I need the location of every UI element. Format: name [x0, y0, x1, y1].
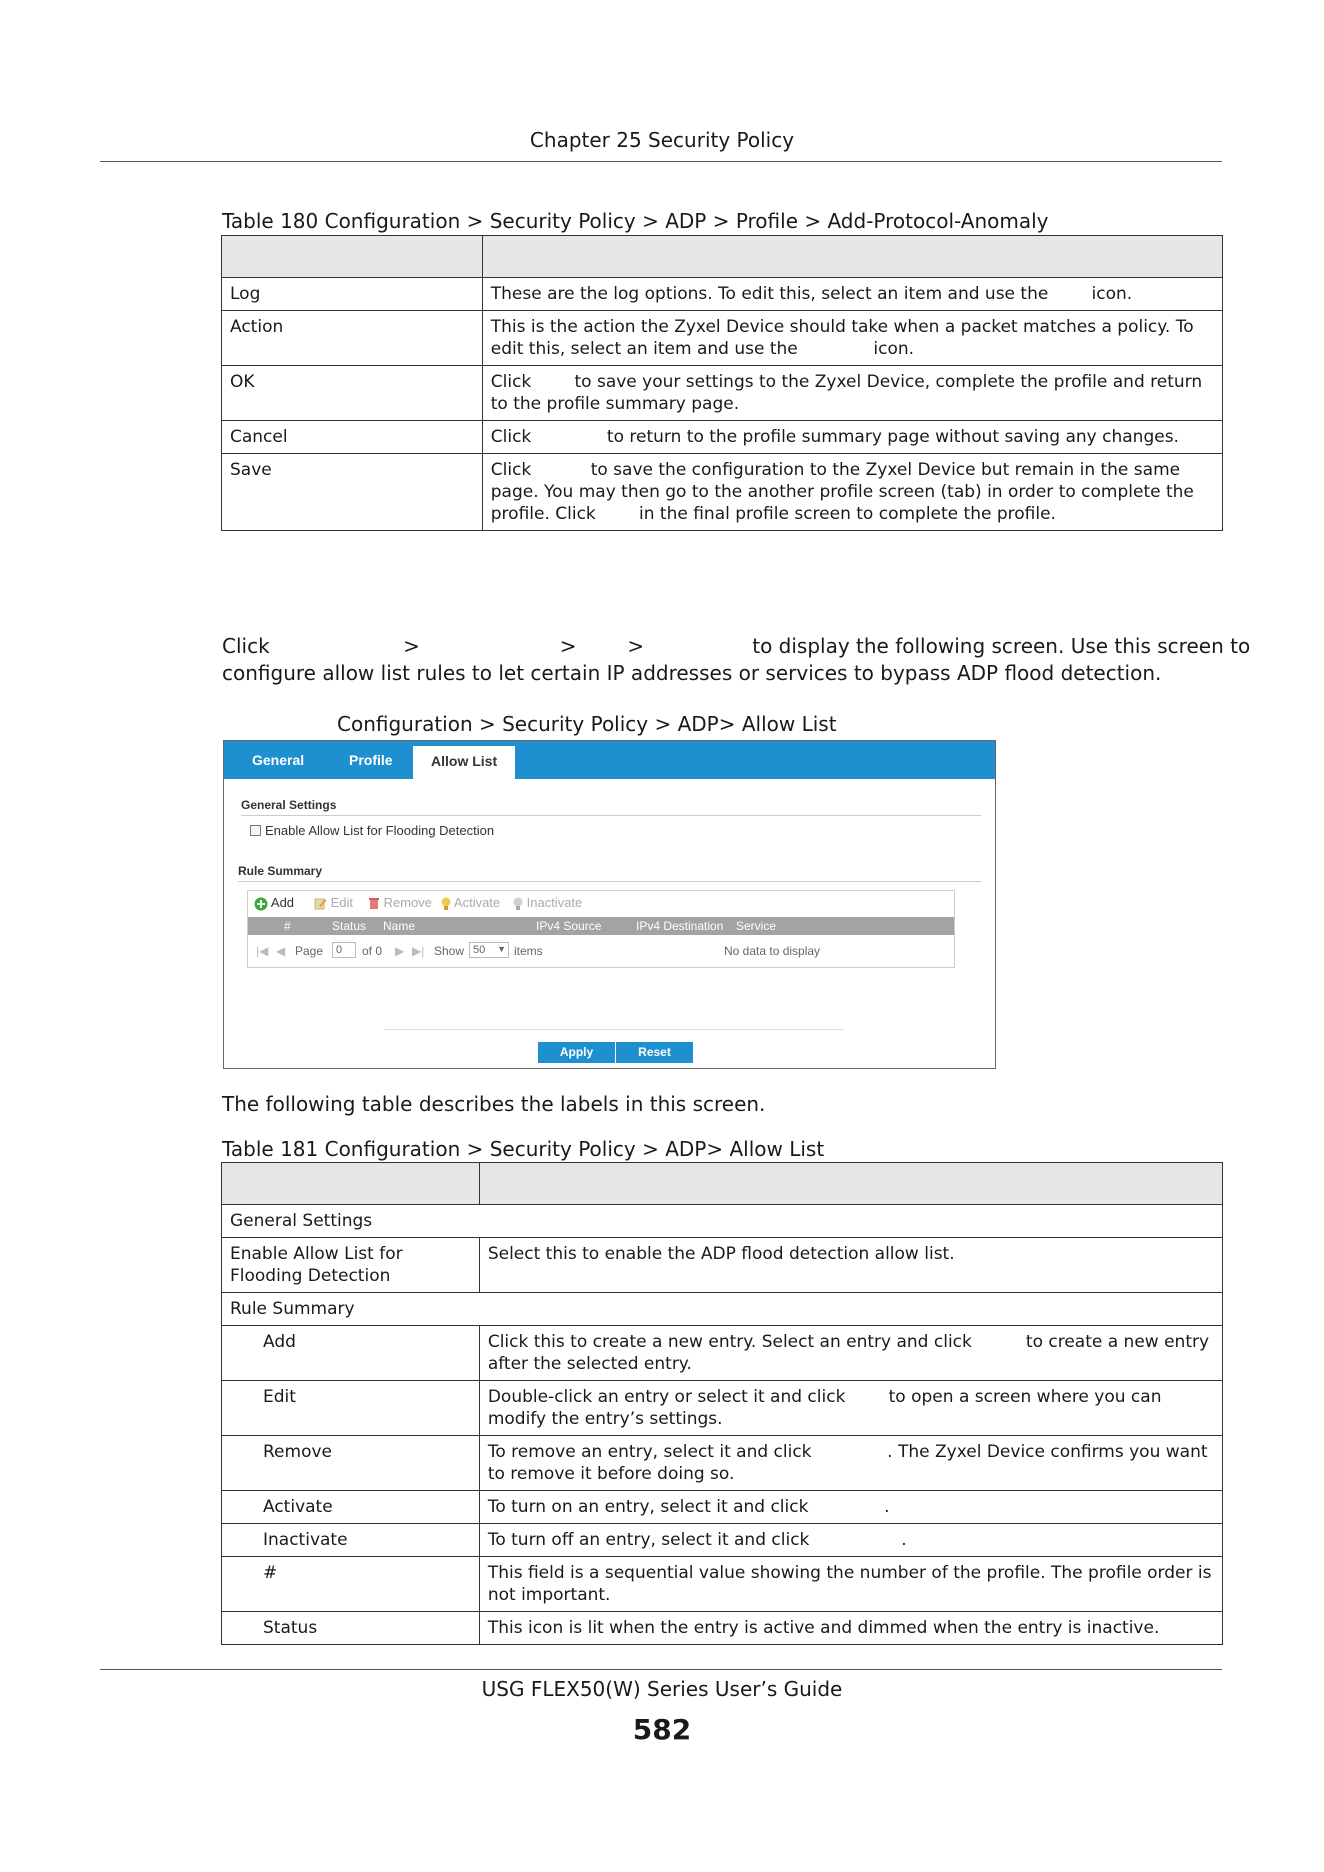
table-181: [221, 1162, 1223, 1645]
page-label: Page: [295, 944, 324, 958]
row-label: Save: [222, 454, 483, 531]
section-divider: [238, 881, 981, 882]
section-rule-summary: Rule Summary: [222, 1293, 1223, 1326]
table-row: [222, 1326, 1223, 1381]
row-label: Status: [222, 1612, 480, 1645]
enable-allow-list-checkbox[interactable]: [250, 825, 261, 836]
page-of-label: of 0: [362, 944, 383, 958]
tab-general[interactable]: General: [252, 752, 305, 768]
page-number: 582: [632, 1713, 692, 1746]
grid-header-row: [248, 917, 954, 935]
row-label: Cancel: [222, 421, 483, 454]
column-header-name[interactable]: Name: [383, 919, 416, 933]
show-label: Show: [434, 944, 465, 958]
chevron-down-icon: ▼: [497, 944, 506, 954]
remove-button[interactable]: Remove: [368, 895, 432, 910]
rule-grid: [247, 890, 955, 968]
footer-rule: [100, 1669, 1222, 1670]
row-label: OK: [222, 366, 483, 421]
table-row: [222, 454, 1223, 531]
button-divider: [384, 1029, 844, 1030]
column-header-ipv4-destination[interactable]: IPv4 Destination: [636, 919, 724, 933]
figure-caption: Configuration > Security Policy > ADP> Allow List: [337, 712, 837, 736]
row-desc: These are the log options. To edit this, select an item and use the icon.: [482, 278, 1222, 311]
row-desc: To turn on an entry, select it and click .: [479, 1491, 1222, 1524]
row-label: Activate: [222, 1491, 480, 1524]
chapter-header: Chapter 25 Security Policy: [529, 128, 795, 152]
edit-icon: [314, 897, 327, 910]
table-section-row: [222, 1293, 1223, 1326]
activate-button[interactable]: Activate: [441, 895, 500, 911]
section-general-settings: General Settings: [222, 1205, 1223, 1238]
row-label: Remove: [222, 1436, 480, 1491]
table-row: [222, 1238, 1223, 1293]
table-row: [222, 1557, 1223, 1612]
column-header-number[interactable]: #: [284, 919, 291, 933]
section-divider: [241, 815, 981, 816]
table-row: [222, 1436, 1223, 1491]
grid-toolbar: [248, 891, 954, 917]
table-row: [222, 366, 1223, 421]
row-label: Inactivate: [222, 1524, 480, 1557]
edit-button[interactable]: Edit: [314, 895, 353, 910]
table-180: [221, 235, 1223, 531]
table-row: [222, 311, 1223, 366]
next-page-icon[interactable]: ▶: [395, 944, 405, 958]
after-figure-text: The following table describes the labels in this screen.: [222, 1092, 766, 1116]
enable-allow-list-row: [250, 823, 494, 838]
tab-profile[interactable]: Profile: [349, 752, 393, 768]
table-180-caption: Table 180 Configuration > Security Policy > ADP > Profile > Add-Protocol-Anomaly: [222, 209, 1049, 233]
apply-button[interactable]: Apply: [538, 1042, 615, 1063]
table-row: [222, 1612, 1223, 1645]
row-desc: Click to save the configuration to the Zyxel Device but remain in the same page. You may then go to the another profile screen (tab) in order to complete the profile. Click in the final profile screen to complete the profile.: [482, 454, 1222, 531]
footer-guide-title: USG FLEX50(W) Series User’s Guide: [481, 1677, 843, 1701]
header-rule: [100, 161, 1222, 162]
row-desc: This is the action the Zyxel Device should take when a packet matches a policy. To edit this, select an item and use the icon.: [482, 311, 1222, 366]
first-page-icon[interactable]: |◀: [256, 944, 269, 958]
enable-allow-list-label: Enable Allow List for Flooding Detection: [265, 823, 495, 838]
tab-bar: [224, 741, 995, 779]
add-button[interactable]: Add: [254, 895, 294, 911]
rule-summary-title: Rule Summary: [238, 864, 323, 878]
trash-icon: [368, 897, 380, 910]
intro-line-1: Click > > > to display the following screen. Use this screen to: [222, 634, 1251, 658]
tab-content: [224, 779, 995, 1068]
row-desc: Click to return to the profile summary page without saving any changes.: [482, 421, 1222, 454]
grid-pager: [248, 935, 954, 967]
column-header-ipv4-source[interactable]: IPv4 Source: [536, 919, 602, 933]
table-row: [222, 421, 1223, 454]
table-row: [222, 1491, 1223, 1524]
prev-page-icon[interactable]: ◀: [276, 944, 286, 958]
row-label: Add: [222, 1326, 480, 1381]
row-desc: Select this to enable the ADP flood detection allow list.: [479, 1238, 1222, 1293]
table-row: [222, 278, 1223, 311]
table-header-row: [222, 236, 1223, 278]
page-input[interactable]: 0: [332, 942, 356, 958]
table-row: [222, 1381, 1223, 1436]
row-desc: To remove an entry, select it and click . The Zyxel Device confirms you want to remove it before doing so.: [479, 1436, 1222, 1491]
lightbulb-icon: [441, 897, 451, 911]
inactivate-button[interactable]: Inactivate: [513, 895, 582, 911]
tab-allow-list[interactable]: Allow List: [413, 746, 515, 779]
row-label: Log: [222, 278, 483, 311]
row-desc: This field is a sequential value showing the number of the profile. The profile order is not important.: [479, 1557, 1222, 1612]
column-header-service[interactable]: Service: [736, 919, 777, 933]
allow-list-screenshot: [223, 740, 996, 1069]
row-desc: Click this to create a new entry. Select an entry and click to create a new entry after the selected entry.: [479, 1326, 1222, 1381]
column-header-status[interactable]: Status: [332, 919, 367, 933]
row-label: Enable Allow List for Flooding Detection: [222, 1238, 480, 1293]
row-label: #: [222, 1557, 480, 1612]
show-select[interactable]: 50 ▼: [469, 942, 509, 958]
no-data-label: No data to display: [724, 944, 821, 958]
general-settings-title: General Settings: [241, 798, 337, 812]
row-desc: Click to save your settings to the Zyxel Device, complete the profile and return to the profile summary page.: [482, 366, 1222, 421]
table-row: [222, 1524, 1223, 1557]
intro-line-2: configure allow list rules to let certain IP addresses or services to bypass ADP flood detection.: [222, 661, 1162, 685]
table-header-row: [222, 1163, 1223, 1205]
lightbulb-off-icon: [513, 897, 523, 911]
row-desc: To turn off an entry, select it and click .: [479, 1524, 1222, 1557]
row-label: Edit: [222, 1381, 480, 1436]
row-label: Action: [222, 311, 483, 366]
add-icon: [254, 897, 268, 911]
reset-button[interactable]: Reset: [616, 1042, 693, 1063]
row-desc: This icon is lit when the entry is active and dimmed when the entry is inactive.: [479, 1612, 1222, 1645]
table-section-row: [222, 1205, 1223, 1238]
last-page-icon[interactable]: ▶|: [412, 944, 425, 958]
table-181-caption: Table 181 Configuration > Security Policy > ADP> Allow List: [222, 1137, 825, 1161]
items-label: items: [514, 944, 543, 958]
row-desc: Double-click an entry or select it and click to open a screen where you can modify the entry’s settings.: [479, 1381, 1222, 1436]
